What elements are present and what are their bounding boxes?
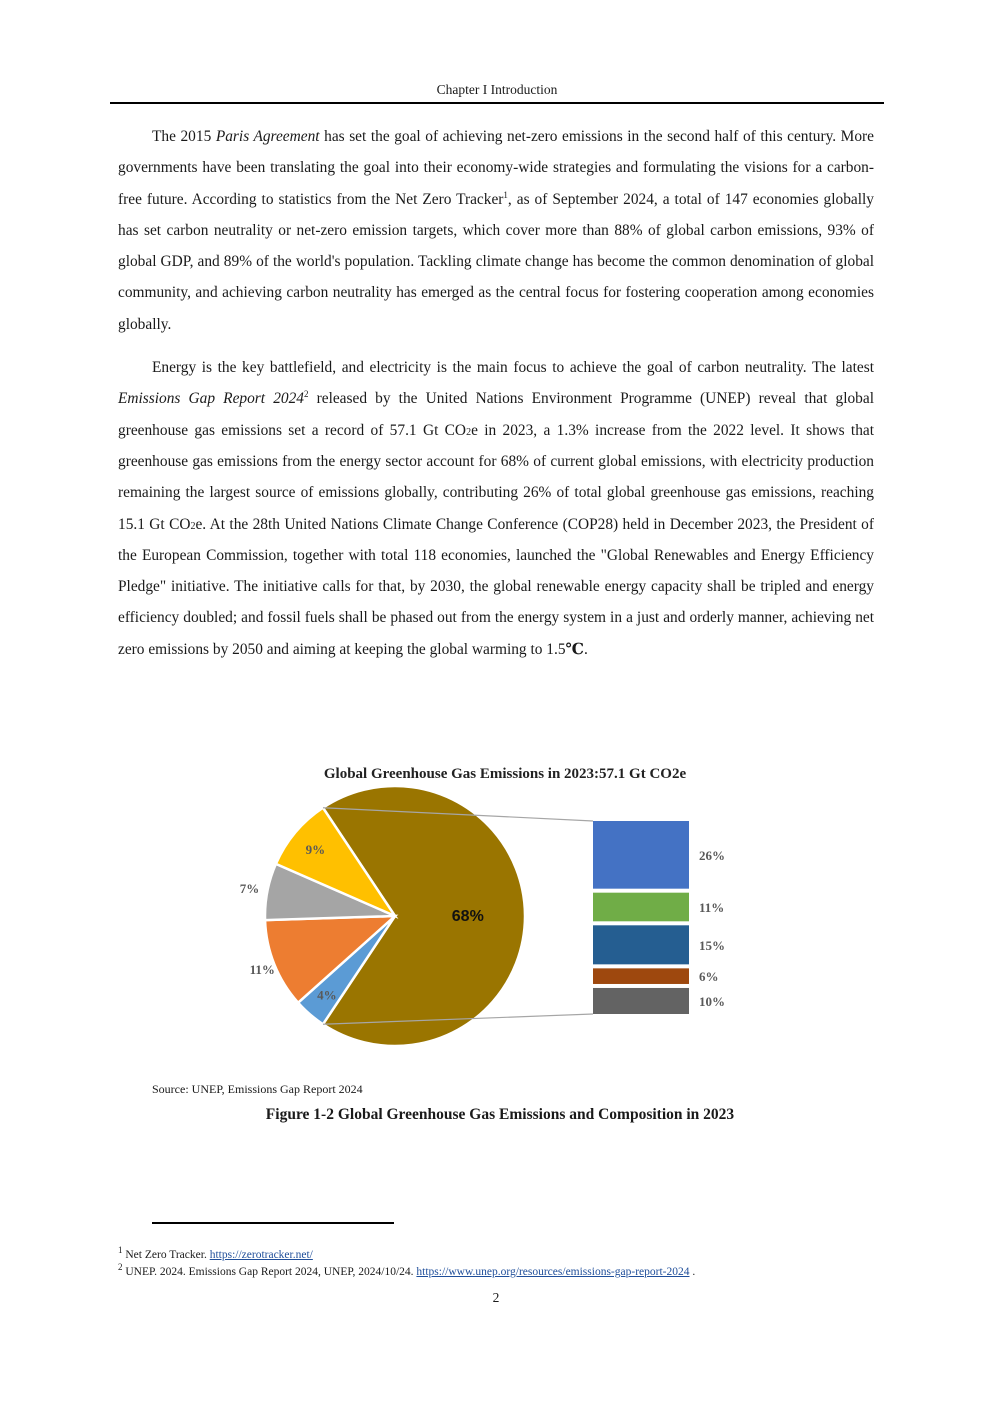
footnote-2-number: 2 bbox=[118, 1262, 123, 1273]
body-text bbox=[118, 121, 874, 665]
footnote-2-tail: . bbox=[689, 1266, 696, 1278]
pie-slice-label: 9% bbox=[305, 842, 326, 858]
p2-text-b: released by the United Nations Environment Programme (UNEP) reveal that global greenhouse gas emissions set a record of 57.1 Gt CO bbox=[118, 390, 874, 439]
p2-text-d: e. At the 28th United Nations Climate Change Conference (COP28) held in December 2023, the President of the European Commission, together with total 118 economies, launched the "Global Renewables and Energy Efficiency Pledge" initiative. The initiative calls for that, by 2030, the global renewable energy capacity shall be tripled and energy efficiency doubled; and fossil fuels shall be phased out from the energy system in a just and orderly manner, achieving net zero emissions by 2050 and aiming at keeping the global warming to 1.5 bbox=[118, 515, 874, 658]
paragraph-2 bbox=[118, 352, 874, 665]
p1-text-b: has set the goal of achieving net-zero emissions in the second half of this century. More governments have been translating the goal into their economy-wide strategies and formulating the visions for a carbon-free future. According to statistics from the Net Zero Tracker bbox=[118, 128, 875, 208]
breakdown-bar-segment bbox=[593, 988, 689, 1014]
p2-text-end: . bbox=[583, 640, 588, 658]
breakdown-segment-label: 10% bbox=[699, 993, 725, 1009]
p2-text-a: Energy is the key battlefield, and electricity is the main focus to achieve the goal of carbon neutrality. The latest bbox=[152, 359, 874, 377]
footnote-rule bbox=[152, 1222, 394, 1224]
footnote-1-text: Net Zero Tracker. bbox=[125, 1249, 210, 1261]
footnote-1-number: 1 bbox=[118, 1245, 123, 1256]
running-header: Chapter I Introduction bbox=[436, 82, 558, 97]
breakdown-segment-label: 6% bbox=[699, 969, 719, 985]
footnote-ref-1[interactable]: 1 bbox=[503, 189, 508, 200]
footnote-1 bbox=[118, 1247, 313, 1263]
breakdown-bar-segment bbox=[593, 925, 689, 964]
figure-source: Source: UNEP, Emissions Gap Report 2024 bbox=[152, 1082, 363, 1096]
chart-title: Global Greenhouse Gas Emissions in 2023:57.1 Gt CO2e bbox=[323, 766, 687, 782]
p2-degree-symbol: ℃ bbox=[565, 640, 584, 658]
p2-italic-title: Emissions Gap Report 2024 bbox=[118, 390, 304, 408]
p1-text-a: The 2015 bbox=[152, 128, 216, 145]
breakdown-bar-segment bbox=[593, 968, 689, 984]
p1-italic-title: Paris Agreement bbox=[215, 128, 320, 145]
footnote-2-link[interactable]: https://www.unep.org/resources/emissions-gap-report-2024 bbox=[416, 1266, 690, 1278]
p2-subscript-1: 2 bbox=[466, 426, 472, 438]
pie-slice-label: 4% bbox=[317, 987, 337, 1003]
pie-slice-label: 7% bbox=[239, 880, 260, 896]
breakdown-bar-segment bbox=[593, 821, 689, 889]
pie-slice-label: 11% bbox=[249, 962, 275, 978]
footnote-1-link[interactable]: https://zerotracker.net/ bbox=[209, 1249, 313, 1261]
pie-chart-figure bbox=[140, 756, 860, 1056]
footnote-2 bbox=[118, 1264, 695, 1280]
figure-caption: Figure 1-2 Global Greenhouse Gas Emissions and Composition in 2023 bbox=[265, 1106, 735, 1123]
p2-subscript-2: 2 bbox=[190, 520, 196, 532]
footnote-2-text: UNEP. 2024. Emissions Gap Report 2024, UNEP, 2024/10/24. bbox=[125, 1266, 417, 1278]
p1-text-c: , as of September 2024, a total of 147 economies globally has set carbon neutrality or net-zero emission targets, which cover more than 88% of global carbon emissions, 93% of global GDP, and 89% of the world's population. Tackling climate change has become the common denomination of global community, and achieving carbon neutrality has emerged as the central focus for fostering cooperation among economies globally. bbox=[118, 190, 874, 333]
breakdown-segment-label: 11% bbox=[699, 899, 725, 915]
page-number: 2 bbox=[492, 1290, 500, 1305]
pie-slice-label: 68% bbox=[451, 908, 484, 925]
breakdown-bar-segment bbox=[593, 893, 689, 922]
header-rule bbox=[110, 102, 884, 104]
footnote-ref-2[interactable]: 2 bbox=[303, 389, 309, 400]
breakdown-segment-label: 26% bbox=[699, 847, 725, 863]
p2-text-c: e in 2023, a 1.3% increase from the 2022 level. It shows that greenhouse gas emissions from the energy sector account for 68% of current global emissions, with electricity production remaining the largest source of emissions globally, contributing 26% of total global greenhouse gas emissions, reaching 15.1 Gt CO bbox=[118, 421, 874, 533]
breakdown-segment-label: 15% bbox=[699, 937, 725, 953]
paragraph-1 bbox=[118, 121, 874, 340]
pie-chart-svg bbox=[140, 756, 860, 1056]
